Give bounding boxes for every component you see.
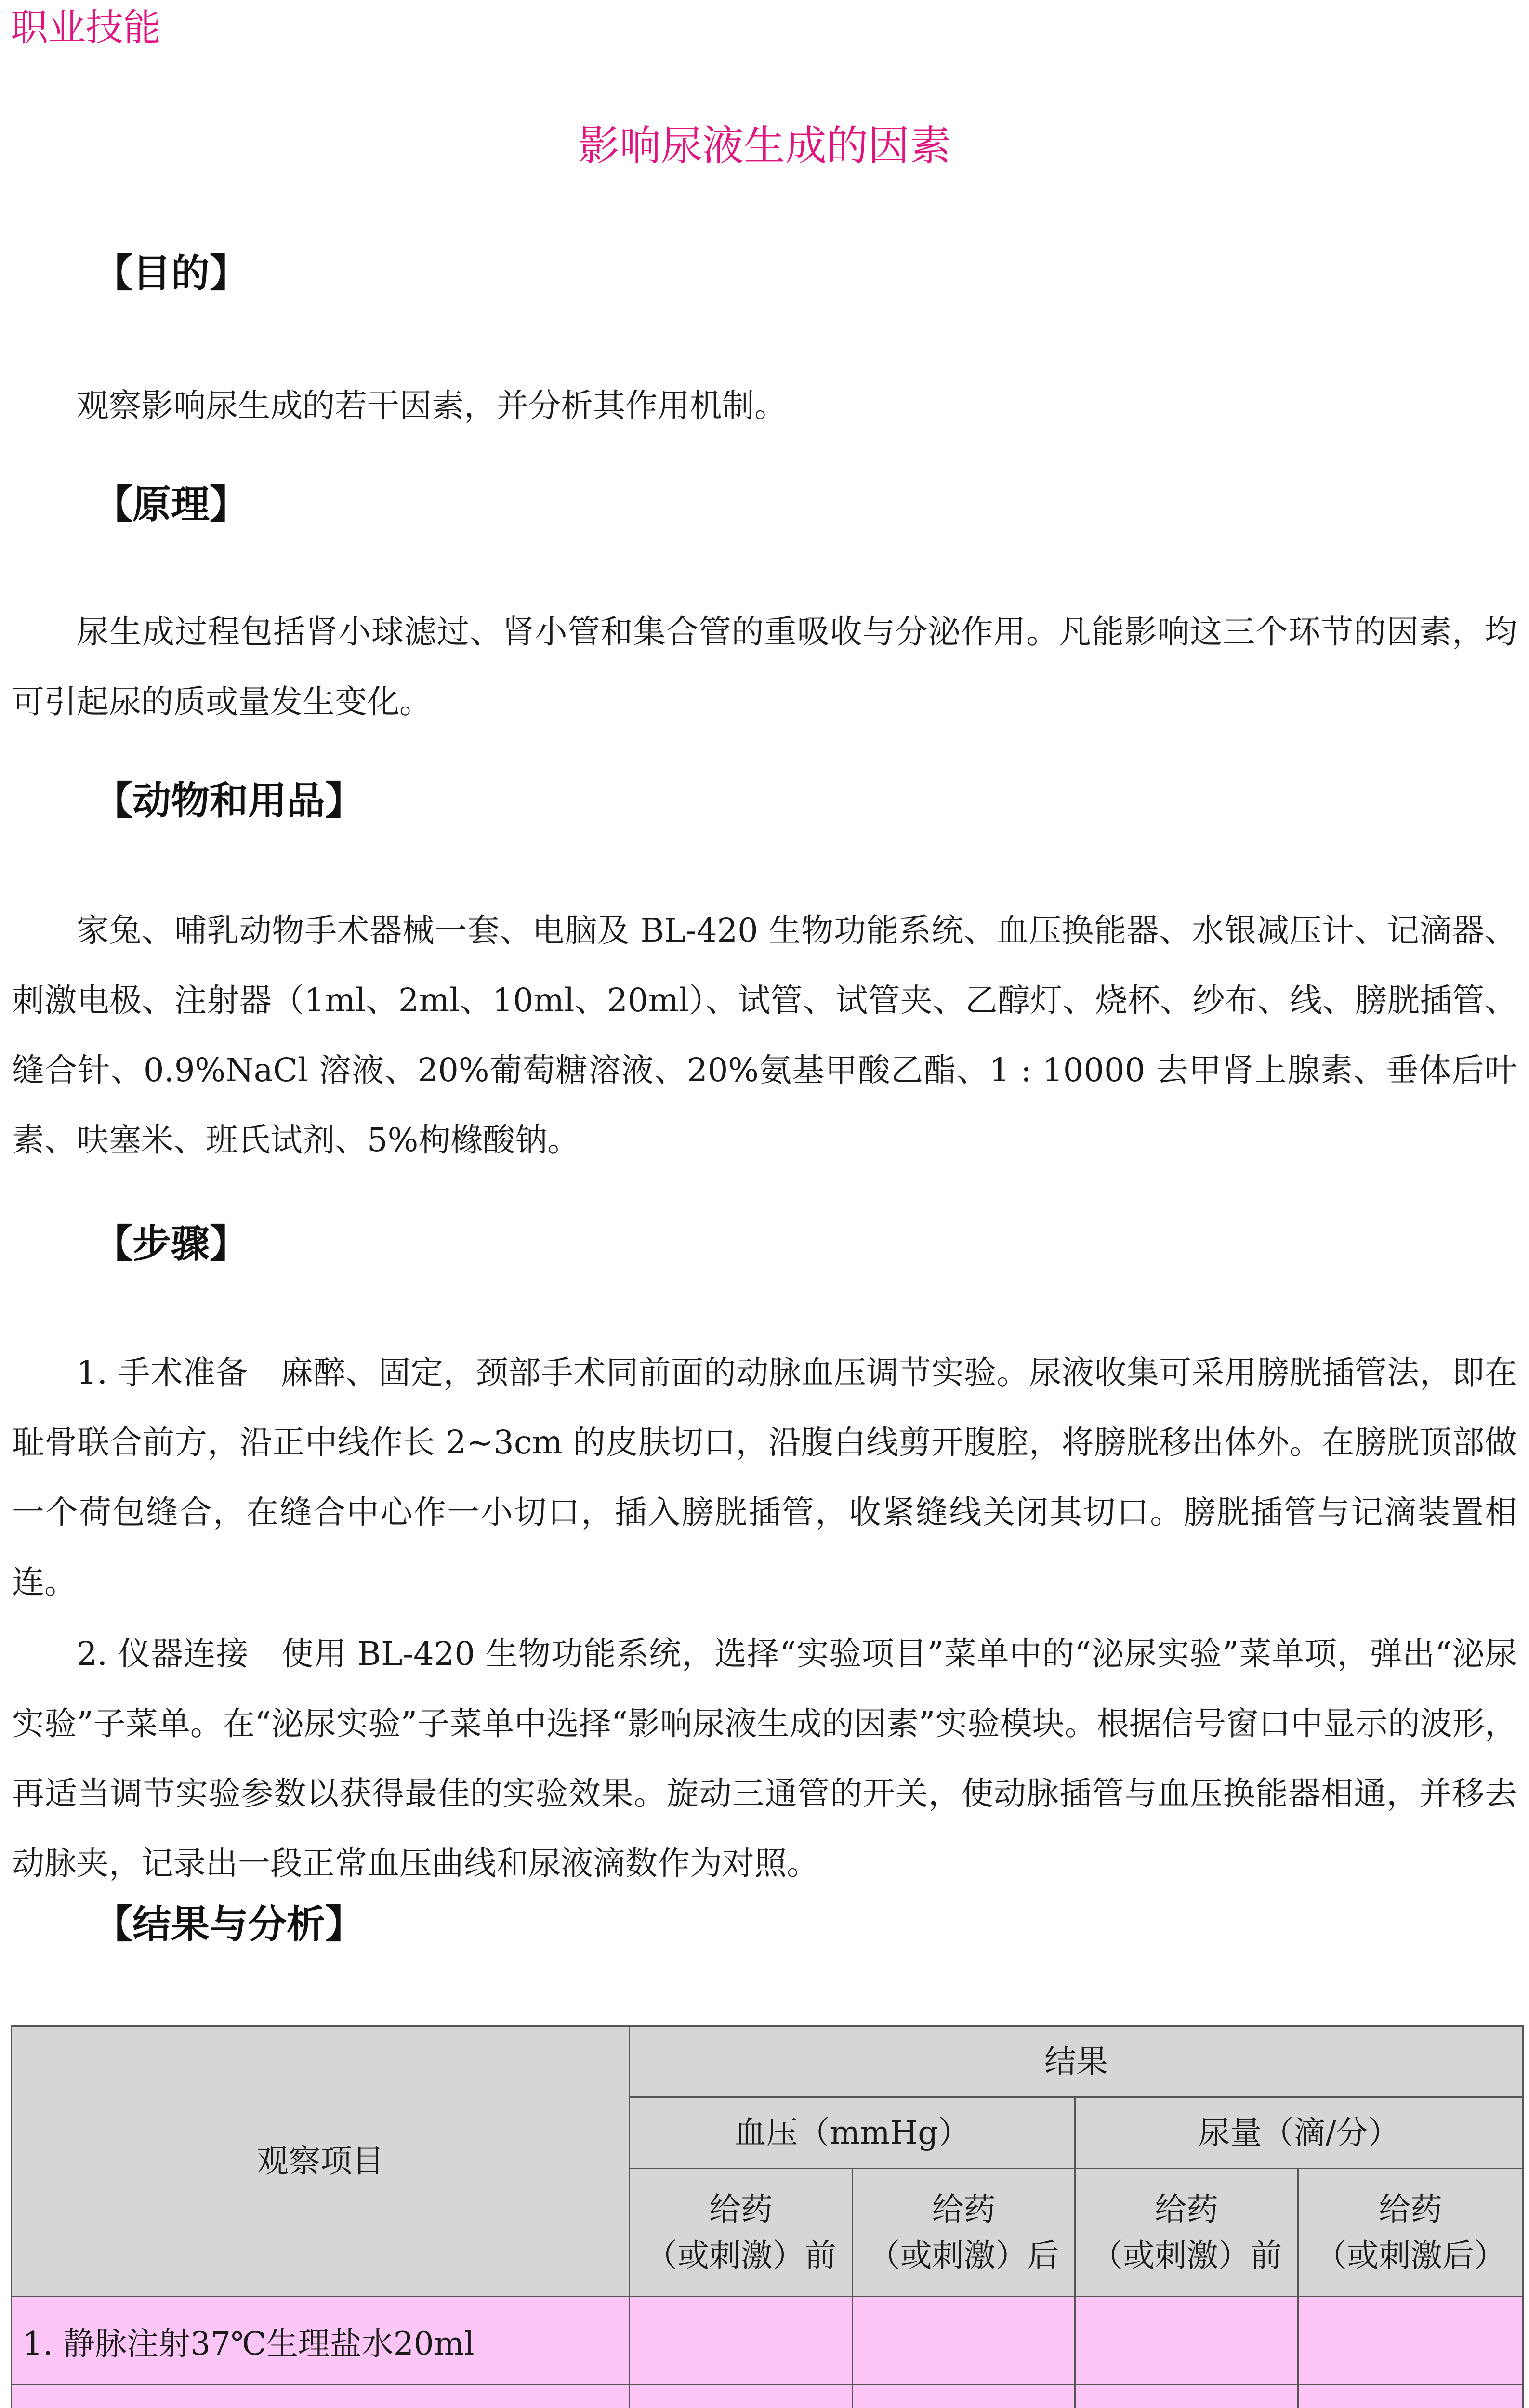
result-header: 结果 <box>630 2026 1523 2097</box>
urine-volume-header: 尿量（滴/分） <box>1075 2097 1523 2169</box>
bp-before-header: 给药 （或刺激）前 <box>630 2169 853 2297</box>
heading-results: 【结果与分析】 <box>94 1902 364 1947</box>
row-label <box>12 2385 630 2408</box>
observation-header: 观察项目 <box>12 2026 630 2297</box>
urine-before-header: 给药 （或刺激）前 <box>1075 2169 1298 2297</box>
heading-purpose: 【目的】 <box>94 251 248 296</box>
table-cell <box>1298 2385 1523 2408</box>
principle-text: 尿生成过程包括肾小球滤过、肾小管和集合管的重吸收与分泌作用。凡能影响这三个环节的因素，均可引起尿的质或量发生变化。 <box>12 613 1517 720</box>
table-row <box>12 2297 1523 2385</box>
table-row <box>12 2385 1523 2408</box>
row-label: 1. 静脉注射37℃生理盐水20ml <box>12 2297 630 2385</box>
table-cell <box>630 2297 853 2385</box>
heading-principle: 【原理】 <box>94 482 248 527</box>
table-cell <box>853 2297 1075 2385</box>
purpose-text: 观察影响尿生成的若干因素，并分析其作用机制。 <box>77 387 787 424</box>
urine-after-header: 给药 （或刺激后） <box>1298 2169 1523 2297</box>
step-1-text: 1. 手术准备 麻醉、固定，颈部手术同前面的动脉血压调节实验。尿液收集可采用膀胱插管法，即在耻骨联合前方，沿正中线作长 2~3cm 的皮肤切口，沿腹白线剪开腹腔，将膀胱移出体外。在膀胱顶部做一个荷包缝合，在缝合中心作一小切口，插入膀胱插管，收紧缝线关闭其切口。膀胱插管与记滴装置相连。 <box>12 1354 1517 1601</box>
bp-after-header: 给药 （或刺激）后 <box>853 2169 1075 2297</box>
heading-materials: 【动物和用品】 <box>94 778 364 823</box>
page-title: 影响尿液生成的因素 <box>578 122 951 170</box>
heading-steps: 【步骤】 <box>94 1221 248 1266</box>
table-cell <box>853 2385 1075 2408</box>
table-cell <box>1075 2385 1298 2408</box>
materials-text: 家兔、哺乳动物手术器械一套、电脑及 BL-420 生物功能系统、血压换能器、水银减压计、记滴器、刺激电极、注射器（1ml、2ml、10ml、20ml）、试管、试管夹、乙醇灯、烧杯、纱布、线、膀胱插管、缝合针、0.9%NaCl 溶液、20%葡萄糖溶液、20%氨基甲酸乙酯、1 : 10000 去甲肾上腺素、垂体后叶素、呋塞米、班氏试剂、5%枸橼酸钠。 <box>12 912 1517 1159</box>
table-cell <box>1075 2297 1298 2385</box>
results-table <box>11 2025 1524 2408</box>
category-label: 职业技能 <box>11 6 161 50</box>
step-2-text: 2. 仪器连接 使用 BL-420 生物功能系统，选择“实验项目”菜单中的“泌尿实验”菜单项，弹出“泌尿实验”子菜单。在“泌尿实验”子菜单中选择“影响尿液生成的因素”实验模块。根据信号窗口中显示的波形，再适当调节实验参数以获得最佳的实验效果。旋动三通管的开关，使动脉插管与血压换能器相通，并移去动脉夹，记录出一段正常血压曲线和尿液滴数作为对照。 <box>12 1635 1517 1882</box>
blood-pressure-header: 血压（mmHg） <box>630 2097 1075 2169</box>
table-cell <box>1298 2297 1523 2385</box>
table-cell <box>630 2385 853 2408</box>
